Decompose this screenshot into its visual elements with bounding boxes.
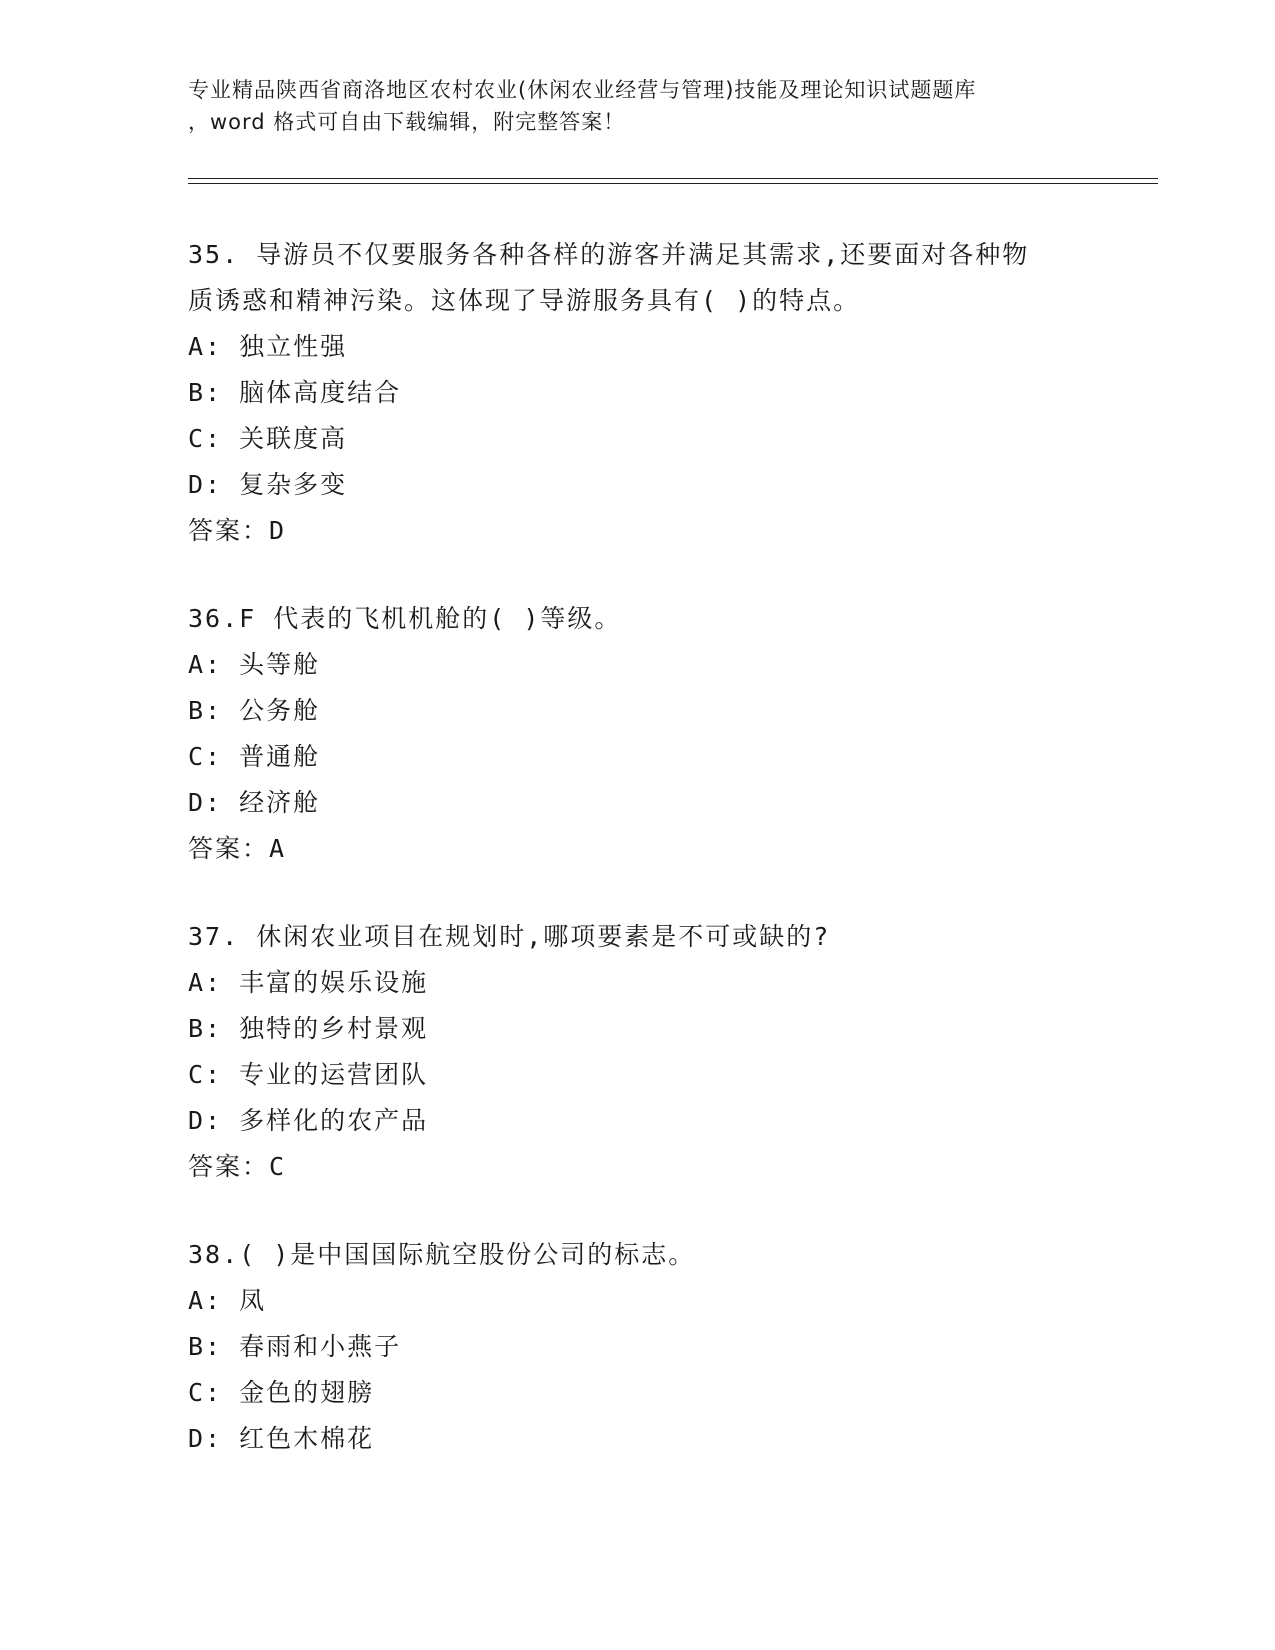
question-stem-line: 38.( )是中国国际航空股份公司的标志。 bbox=[188, 1240, 696, 1269]
answer-value: A bbox=[269, 834, 287, 863]
question-35 bbox=[188, 232, 1108, 554]
option-a: A: 丰富的娱乐设施 bbox=[188, 968, 429, 997]
option-b: B: 公务舱 bbox=[188, 696, 321, 725]
answer-label: 答案： bbox=[188, 834, 270, 863]
option-c: C: 普通舱 bbox=[188, 742, 321, 771]
option-a: A: 凤 bbox=[188, 1286, 267, 1315]
answer-label: 答案： bbox=[188, 1152, 270, 1181]
option-b: B: 脑体高度结合 bbox=[188, 378, 402, 407]
option-b: B: 春雨和小燕子 bbox=[188, 1332, 402, 1361]
option-a: A: 头等舱 bbox=[188, 650, 321, 679]
option-c: C: 专业的运营团队 bbox=[188, 1060, 429, 1089]
answer-label: 答案： bbox=[188, 516, 270, 545]
option-d: D: 复杂多变 bbox=[188, 470, 348, 499]
header-title-line1: 专业精品陕西省商洛地区农村农业(休闲农业经营与管理)技能及理论知识试题题库 bbox=[188, 78, 977, 102]
option-a: A: 独立性强 bbox=[188, 332, 348, 361]
option-c: C: 金色的翅膀 bbox=[188, 1378, 375, 1407]
answer-line bbox=[188, 1144, 1108, 1190]
header-divider-bottom bbox=[188, 183, 1158, 184]
question-stem-line: 质诱惑和精神污染。这体现了导游服务具有( )的特点。 bbox=[188, 286, 861, 315]
answer-value: C bbox=[269, 1152, 287, 1181]
question-stem-line: 37. 休闲农业项目在规划时,哪项要素是不可或缺的? bbox=[188, 922, 831, 951]
header-title-line2: ，word 格式可自由下载编辑，附完整答案！ bbox=[188, 110, 626, 134]
answer-line bbox=[188, 508, 1108, 554]
header-divider-top bbox=[188, 178, 1158, 179]
option-c: C: 关联度高 bbox=[188, 424, 348, 453]
option-d: D: 经济舱 bbox=[188, 788, 321, 817]
question-stem-line: 36.F 代表的飞机机舱的( )等级。 bbox=[188, 604, 622, 633]
question-stem-line: 35. 导游员不仅要服务各种各样的游客并满足其需求,还要面对各种物 bbox=[188, 240, 1030, 269]
answer-value: D bbox=[269, 516, 287, 545]
option-d: D: 多样化的农产品 bbox=[188, 1106, 429, 1135]
question-36 bbox=[188, 596, 1108, 872]
question-list bbox=[188, 232, 1108, 1504]
answer-line bbox=[188, 826, 1108, 872]
question-37 bbox=[188, 914, 1108, 1190]
question-38 bbox=[188, 1232, 1108, 1462]
document-header bbox=[188, 74, 1088, 138]
option-b: B: 独特的乡村景观 bbox=[188, 1014, 429, 1043]
option-d: D: 红色木棉花 bbox=[188, 1424, 375, 1453]
